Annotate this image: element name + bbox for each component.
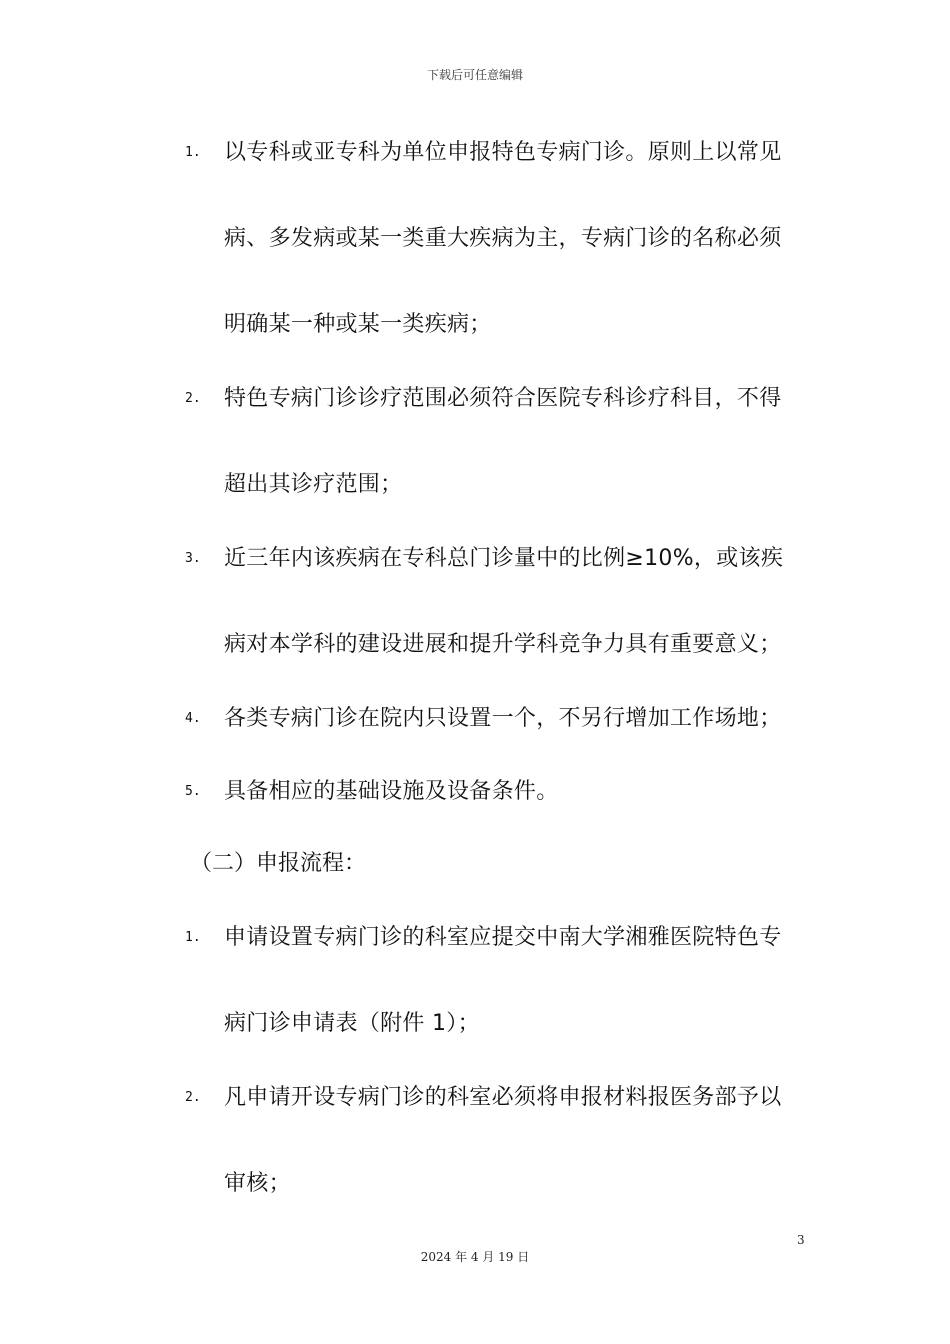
page-header: 下载后可任意编辑 — [426, 68, 523, 82]
list1-item5-number: 5. — [185, 784, 201, 799]
list1-item3-line1: 近三年内该疾病在专科总门诊量中的比例≥10%，或该疾 — [224, 546, 784, 571]
list1-item4-number: 4. — [185, 711, 201, 726]
list2-item2-number: 2. — [185, 1090, 201, 1105]
list1-item5-line1: 具备相应的基础设施及设备条件。 — [224, 779, 559, 804]
list1-item3-line2: 病对本学科的建设进展和提升学科竞争力具有重要意义； — [224, 632, 782, 657]
list1-item2-number: 2. — [185, 391, 201, 406]
page-number: 3 — [797, 1233, 805, 1247]
list2-item1-line2: 病门诊申请表（附件 1）； — [224, 1011, 480, 1036]
list1-item1-line3: 明确某一种或某一类疾病； — [224, 312, 492, 337]
list1-item1-number: 1. — [185, 145, 201, 160]
list1-item2-line1: 特色专病门诊诊疗范围必须符合医院专科诊疗科目，不得 — [224, 386, 782, 411]
section-heading: （二）申报流程： — [190, 851, 367, 876]
list2-item2-line2: 审核； — [224, 1171, 291, 1196]
footer-date: 2024 年 4 月 19 日 — [420, 1250, 530, 1264]
list1-item2-line2: 超出其诊疗范围； — [224, 472, 403, 497]
list1-item3-number: 3. — [185, 551, 201, 566]
list2-item1-line1: 申请设置专病门诊的科室应提交中南大学湘雅医院特色专 — [224, 925, 782, 950]
list2-item2-line1: 凡申请开设专病门诊的科室必须将申报材料报医务部予以 — [224, 1085, 782, 1110]
list1-item1-line2: 病、多发病或某一类重大疾病为主，专病门诊的名称必须 — [224, 226, 782, 251]
list1-item1-line1: 以专科或亚专科为单位申报特色专病门诊。原则上以常见 — [224, 140, 782, 165]
list2-item1-number: 1. — [185, 930, 201, 945]
list1-item4-line1: 各类专病门诊在院内只设置一个，不另行增加工作场地； — [224, 706, 782, 731]
